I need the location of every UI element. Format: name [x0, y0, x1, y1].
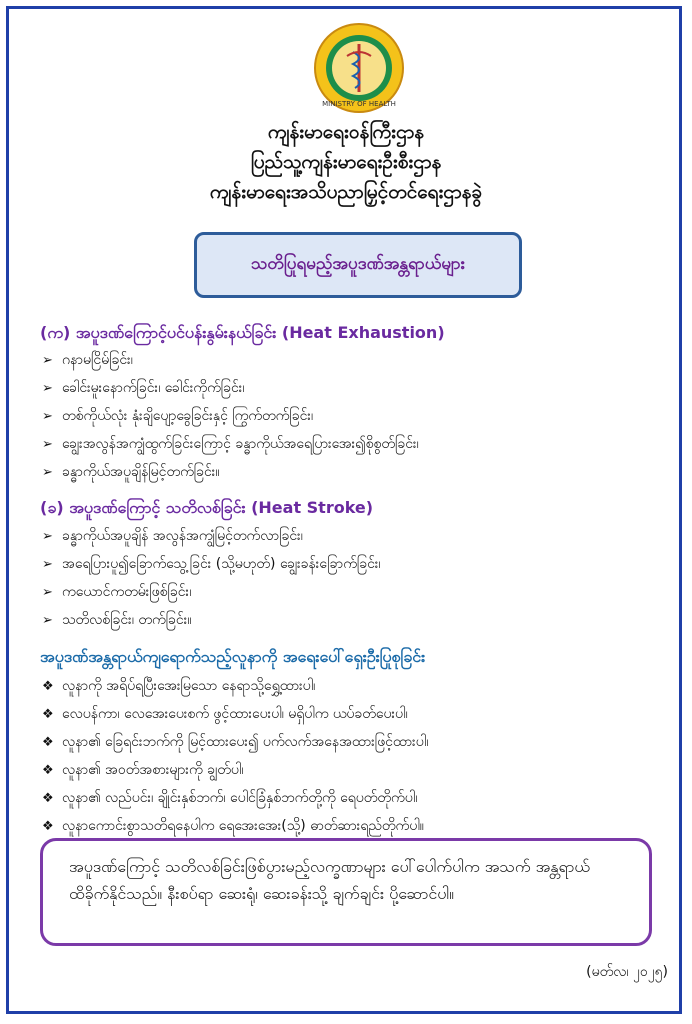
diamond-bullet-icon: ❖: [42, 763, 54, 778]
section-c-heading: အပူဒဏ်အန္တရာယ်ကျရောက်သည့်လူနာကို အရေးပေါ်ရှေးဦးပြုစုခြင်း: [40, 647, 426, 666]
arrow-bullet-icon: ➢: [42, 437, 53, 452]
section-b-heading: (ခ) အပူဒဏ်ကြောင့် သတိလစ်ခြင်း (Heat Stroke): [40, 498, 374, 517]
arrow-bullet-icon: ➢: [42, 465, 53, 480]
poster-title-text: သတိပြုရမည့်အပူဒဏ်အန္တရာယ်များ: [250, 253, 466, 274]
ministry-name: ကျန်းမာရေးဝန်ကြီးဌာန: [267, 121, 425, 143]
section-a-heading: (က) အပူဒဏ်ကြောင့်ပင်ပန်းနွမ်းနယ်ခြင်း (Heat Exhaustion): [40, 323, 445, 342]
publication-date: (မတ်လ၊ ၂၀၂၅): [586, 964, 668, 980]
svg-text:MINISTRY OF HEALTH: MINISTRY OF HEALTH: [322, 100, 396, 108]
list-item: ➢ သတိလစ်ခြင်း၊ တက်ခြင်း။: [42, 612, 192, 628]
list-item: ➢ အရေပြားပူ၍ခြောက်သွေ့ခြင်း (သို့မဟုတ်) ချွေးခန်းခြောက်ခြင်း၊: [42, 556, 381, 572]
department-name: ပြည်သူ့ကျန်းမာရေးဦးစီးဌာန: [250, 151, 442, 173]
arrow-bullet-icon: ➢: [42, 353, 53, 368]
list-item: ➢ ခန္ဓာကိုယ်အပူချိန် အလွန်အကျွံမြင့်တက်လာခြင်း၊: [42, 528, 303, 544]
list-item: ➢ ဂနာမငြိမ်ခြင်း၊: [42, 352, 133, 368]
diamond-bullet-icon: ❖: [42, 707, 54, 722]
list-item: ❖ လူနာကို အရိပ်ရပြီးအေးမြသော နေရာသို့ရွှေ့ထားပါ၊: [42, 678, 316, 694]
arrow-bullet-icon: ➢: [42, 381, 53, 396]
diamond-bullet-icon: ❖: [42, 819, 54, 834]
list-item: ❖ လူနာ၏ လည်ပင်း၊ ချိုင်းနှစ်ဘက်၊ ပေါင်ခြံနှစ်ဘက်တို့ကို ရေပတ်တိုက်ပါ၊: [42, 790, 418, 806]
list-item: ❖ လေပန်ကာ၊ လေအေးပေးစက် ဖွင့်ထားပေးပါ၊ မရှိပါက ယပ်ခတ်ပေးပါ၊: [42, 706, 408, 722]
warning-note: [40, 838, 652, 946]
diamond-bullet-icon: ❖: [42, 735, 54, 750]
poster-title: [194, 232, 522, 298]
list-item: ❖ လူနာကောင်းစွာသတိရနေပါက ရေအေးအေး(သို့) ဓာတ်ဆားရည်တိုက်ပါ။: [42, 818, 424, 834]
arrow-bullet-icon: ➢: [42, 585, 53, 600]
diamond-bullet-icon: ❖: [42, 791, 54, 806]
list-item: ➢ ခန္ဓာကိုယ်အပူချိန်မြင့်တက်ခြင်း။: [42, 464, 220, 480]
ministry-of-health-logo: [313, 22, 405, 114]
list-item: ❖ လူနာ၏ အဝတ်အစားများကို ချွတ်ပါ၊: [42, 762, 244, 778]
arrow-bullet-icon: ➢: [42, 613, 53, 628]
warning-note-text: အပူဒဏ်ကြောင့် သတိလစ်ခြင်းဖြစ်ပွားမည့်လက္ခဏာများ ပေါ်ပေါက်ပါက အသက် အန္တရာယ်ထိခိုက်နိုင်သည်။ နီးစပ်ရာ ဆေးရုံ၊ ဆေးခန်းသို့ ချက်ချင်း ပို့ဆောင်ပါ။: [69, 857, 590, 903]
arrow-bullet-icon: ➢: [42, 557, 53, 572]
list-item: ➢ ချွေးအလွန်အကျွံထွက်ခြင်းကြောင့် ခန္ဓာကိုယ်အရေပြားအေး၍စိုစွတ်ခြင်း၊: [42, 436, 419, 452]
arrow-bullet-icon: ➢: [42, 529, 53, 544]
list-item: ➢ တစ်ကိုယ်လုံး နုံးချိပျော့ခွေခြင်းနှင့် ကြွက်တက်ခြင်း၊: [42, 408, 314, 424]
list-item: ❖ လူနာ၏ ခြေရင်းဘက်ကို မြင့်ထားပေး၍ ပက်လက်အနေအထားဖြင့်ထားပါ၊: [42, 734, 429, 750]
division-name: ကျန်းမာရေးအသိပညာမြှင့်တင်ရေးဌာနခွဲ: [209, 181, 483, 203]
list-item: ➢ ခေါင်းမူးနောက်ခြင်း၊ ခေါင်းကိုက်ခြင်း၊: [42, 380, 245, 396]
diamond-bullet-icon: ❖: [42, 679, 54, 694]
arrow-bullet-icon: ➢: [42, 409, 53, 424]
list-item: ➢ ကယောင်ကတမ်းဖြစ်ခြင်း၊: [42, 584, 192, 600]
